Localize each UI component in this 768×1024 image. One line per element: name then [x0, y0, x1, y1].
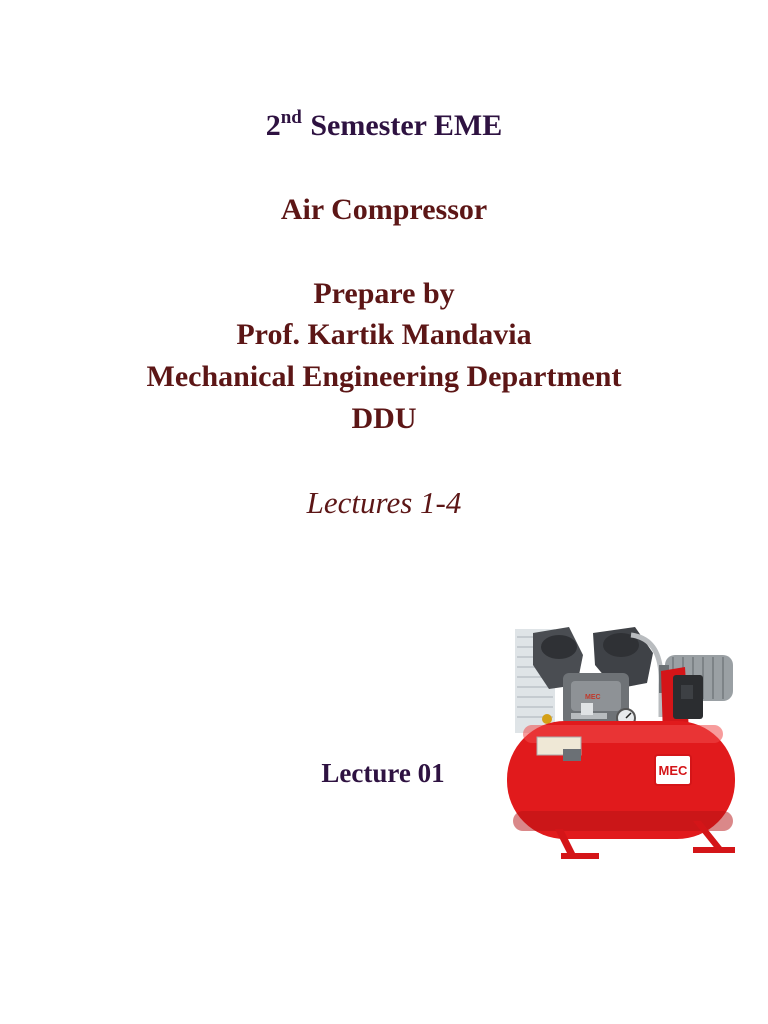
semester-heading-text: Semester EME [302, 109, 503, 142]
lectures-range: Lectures 1-4 [306, 485, 462, 520]
lecture-number: Lecture 01 [321, 758, 445, 788]
subject-title: Air Compressor [280, 193, 488, 226]
author-name: Prof. Kartik Mandavia [236, 318, 532, 351]
air-compressor-photo [503, 625, 739, 861]
semester-ordinal-number: 2 [265, 109, 281, 142]
svg-text:MEC: MEC [585, 694, 601, 701]
semester-ordinal-suffix: nd [280, 107, 302, 128]
semester-heading [0, 108, 768, 148]
brand-logo [655, 755, 691, 785]
institution-name: DDU [351, 402, 417, 435]
department-name: Mechanical Engineering Department [146, 360, 622, 393]
prepared-by-label: Prepare by [313, 277, 455, 310]
svg-text:MEC: MEC [658, 763, 688, 778]
